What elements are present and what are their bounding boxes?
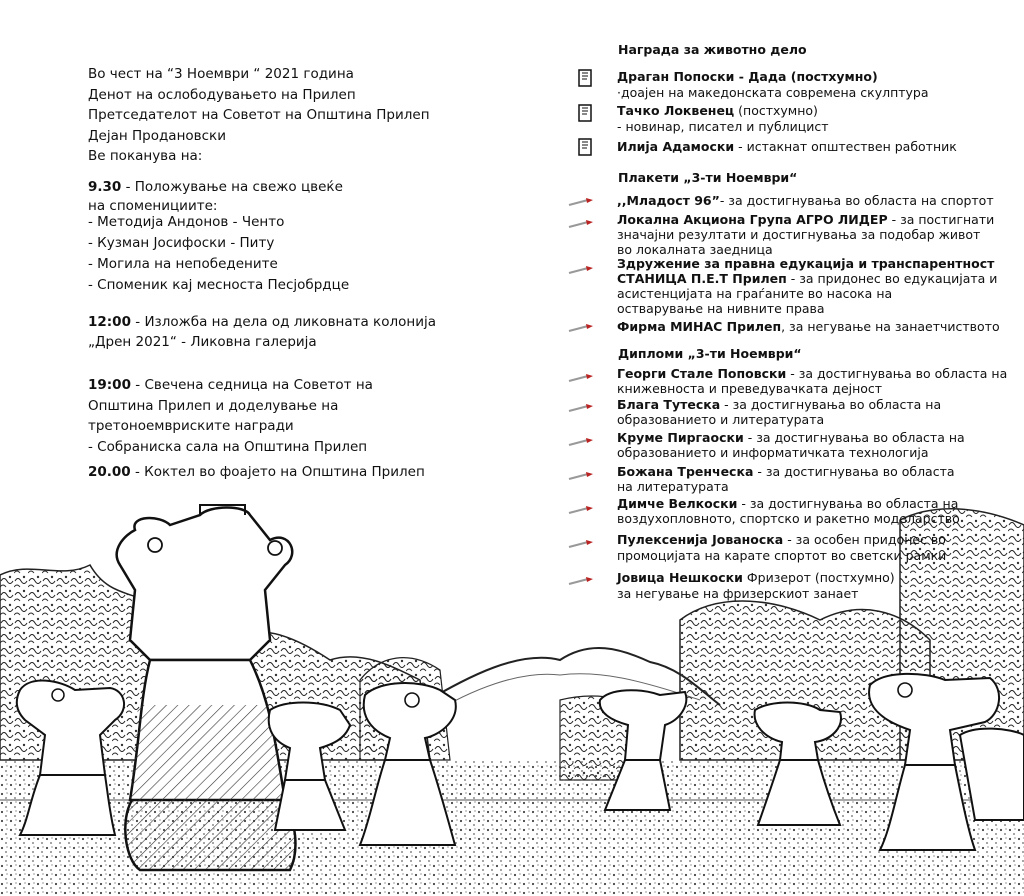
diploma-item-6-name: Пулексенија Јованоска: [617, 532, 784, 547]
diploma-item-2: [617, 397, 941, 427]
diploma-item-7: [617, 570, 895, 601]
plaque-item-4: [617, 319, 1000, 335]
plaque-item-2: [617, 212, 994, 257]
schedule-item-2-line-2: „Дрен 2021“ - Ликовна галерија: [88, 334, 317, 350]
schedule-item-4-time: 20.00: [88, 464, 131, 480]
schedule-item-1-line-1: [88, 178, 343, 197]
schedule-item-2: [88, 312, 436, 352]
plaque-item-3: [617, 256, 997, 316]
arrow-icon: [568, 576, 594, 586]
schedule-item-3-line-1: [88, 375, 373, 396]
diploma-item-1-text: - за достигнувања во областа на: [786, 366, 1008, 381]
diploma-item-3: [617, 430, 965, 460]
plaque-item-2-name: Локална Акциона Група АГРО ЛИДЕР: [617, 212, 888, 227]
schedule-item-4-text: - Коктел во фоајето на Општина Прилеп: [130, 464, 425, 480]
lifetime-item-1: [617, 69, 929, 100]
plaque-item-3-name: СТАНИЦА П.Е.Т Прилеп: [617, 271, 787, 286]
intro-line-1: Во чест на “3 Ноември “ 2021 година: [88, 66, 354, 82]
diploma-item-7-line-1: [617, 570, 895, 586]
lifetime-item-2-desc: - новинар, писател и публицист: [617, 118, 829, 134]
schedule-item-3-line-4: - Собраниска сала на Општина Прилеп: [88, 438, 368, 455]
diplomas-title: Дипломи „3-ти Ноември“: [618, 346, 802, 361]
diploma-item-6: [617, 532, 946, 563]
plaque-item-2-line-1: [617, 212, 994, 227]
diploma-item-4-text: - за достигнувања во областа: [753, 464, 955, 479]
plaque-item-2-text: - за постигнати: [887, 212, 995, 227]
diploma-item-1: [617, 366, 1007, 396]
lifetime-item-2: [617, 103, 829, 134]
lifetime-item-1-desc: ·доајен на македонската современа скулптура: [617, 84, 929, 100]
diploma-item-6-line-1: [617, 532, 946, 548]
arrow-icon: [568, 265, 594, 275]
arrow-icon: [568, 471, 594, 481]
arrow-icon: [568, 373, 594, 383]
arrow-icon: [568, 505, 594, 515]
schedule-item-1: [88, 178, 343, 216]
schedule-item-2-time: 12:00: [88, 314, 131, 330]
intro-line-3: Претседателот на Советот на Општина Прилеп: [88, 107, 430, 123]
plaques-title: Плакети „3-ти Ноември“: [618, 170, 798, 185]
diploma-item-7-line-2: за негување на фризерскиот занает: [617, 585, 859, 601]
schedule-item-2-text: - Изложба на дела од ликовната колонија: [130, 314, 436, 330]
monument-list: [88, 212, 349, 296]
diploma-item-5-text: - за достигнувања во областа на: [737, 496, 959, 511]
diploma-item-5: [617, 496, 960, 526]
diploma-item-2-name: Благa Тутеска: [617, 397, 721, 412]
schedule-item-3-time: 19:00: [88, 377, 131, 393]
diploma-item-3-line-2: образованието и информатичката технологија: [617, 445, 929, 460]
schedule-item-2-line-1: [88, 312, 436, 332]
schedule-item-3-text: - Свечена седница на Советот на: [130, 377, 373, 393]
schedule-item-3-line-2: Општина Прилеп и доделување на: [88, 397, 339, 414]
book-icon: [578, 138, 592, 156]
diploma-item-4: [617, 464, 955, 494]
intro-line-2: Денот на ослободувањето на Прилеп: [88, 86, 356, 103]
monument-list-item-2: - Кузман Јосифоски - Питу: [88, 235, 275, 251]
schedule-item-1-text: - Положување на свежо цвеќе: [121, 179, 343, 195]
lifetime-item-2-name: Тачко Локвенец: [617, 103, 735, 118]
schedule-item-1-time: 9.30: [88, 179, 122, 195]
schedule-item-3-line-3: третоноемвриските награди: [88, 418, 294, 434]
diploma-item-5-line-1: [617, 496, 960, 511]
plaque-item-3-line-3: асистенцијата на граѓаните во насока на: [617, 286, 893, 301]
diploma-item-3-text: - за достигнувања во областа на: [743, 430, 965, 445]
plaque-item-3-text: - за придонес во едукацијата и: [786, 271, 998, 286]
lifetime-item-1-name: Драган Попоски - Дада (постхумно): [617, 69, 878, 84]
arrow-icon: [568, 197, 594, 207]
arrow-icon: [568, 323, 594, 333]
monument-list-item-4: - Споменик кај месноста Песјобрдце: [88, 277, 350, 293]
plaque-item-2-line-2: значајни резултати и достигнувања за подобар живот: [617, 227, 981, 242]
diploma-item-2-line-2: образованието и литературата: [617, 412, 825, 427]
diploma-item-7-text: Фризерот (постхумно): [742, 570, 895, 585]
diploma-item-4-name: Божана Тренческа: [617, 464, 754, 479]
arrow-icon: [568, 437, 594, 447]
diploma-item-3-line-1: [617, 430, 965, 445]
lifetime-item-3-name: Илија Адамоски: [617, 139, 735, 154]
diploma-item-7-name: Јовица Нешкоски: [617, 570, 743, 585]
schedule-item-4: [88, 463, 425, 482]
intro-block: [88, 64, 430, 167]
diploma-item-2-line-1: [617, 397, 941, 412]
plaque-item-1-text: - за достигнувања во областа на спортот: [719, 193, 994, 208]
plaque-item-1: [617, 193, 994, 209]
diploma-item-1-name: Георги Стале Поповски: [617, 366, 787, 381]
lifetime-item-2-line-1: [617, 103, 829, 119]
lifetime-item-3-suffix: - истакнат општествен работник: [734, 139, 957, 154]
diploma-item-2-text: - за достигнувања во областа на: [720, 397, 942, 412]
intro-line-5: Ве поканува на:: [88, 148, 203, 164]
plaque-item-4-text: , за негување на занаетчиството: [781, 319, 1000, 334]
lifetime-award-title: Награда за животно дело: [618, 42, 807, 57]
arrow-icon: [568, 219, 594, 229]
monument-list-item-1: - Методија Андонов - Ченто: [88, 214, 285, 230]
plaque-item-1-name: ,,Младост 96”: [617, 193, 720, 208]
plaque-item-2-line-3: во локалната заедница: [617, 242, 773, 257]
diploma-item-1-line-2: книжевноста и преведувачката дејност: [617, 381, 883, 396]
diploma-item-6-text: - за особен придонес во: [783, 532, 946, 547]
book-icon: [578, 104, 592, 122]
plaque-item-4-name: Фирма МИНАС Прилеп: [617, 319, 782, 334]
lifetime-item-2-suffix: (постхумно): [734, 103, 818, 118]
plaque-item-3-line-1: Здружение за правна едукација и транспарентност: [617, 256, 995, 271]
diploma-item-5-line-2: воздухопловното, спортско и ракетно моделарство: [617, 511, 960, 526]
plaque-item-3-line-4: остварување на нивните права: [617, 301, 825, 316]
diploma-item-4-line-1: [617, 464, 955, 479]
schedule-item-3: [88, 375, 373, 457]
diploma-item-1-line-1: [617, 366, 1007, 381]
book-icon: [578, 69, 592, 87]
lifetime-item-3: [617, 139, 957, 155]
intro-line-4: Дејан Продановски: [88, 127, 226, 144]
monument-list-item-3: - Могила на непобедените: [88, 256, 278, 272]
arrow-icon: [568, 403, 594, 413]
schedule-item-1-line-2: на споменициите:: [88, 198, 218, 214]
diploma-item-3-name: Круме Пиргаоски: [617, 430, 744, 445]
diploma-item-6-line-2: промоцијата на карате спортот во светски рамки: [617, 547, 947, 563]
arrow-icon: [568, 539, 594, 549]
diploma-item-5-name: Димче Велкоски: [617, 496, 738, 511]
diploma-item-4-line-2: на литературата: [617, 479, 729, 494]
plaque-item-3-line-2: [617, 271, 997, 286]
